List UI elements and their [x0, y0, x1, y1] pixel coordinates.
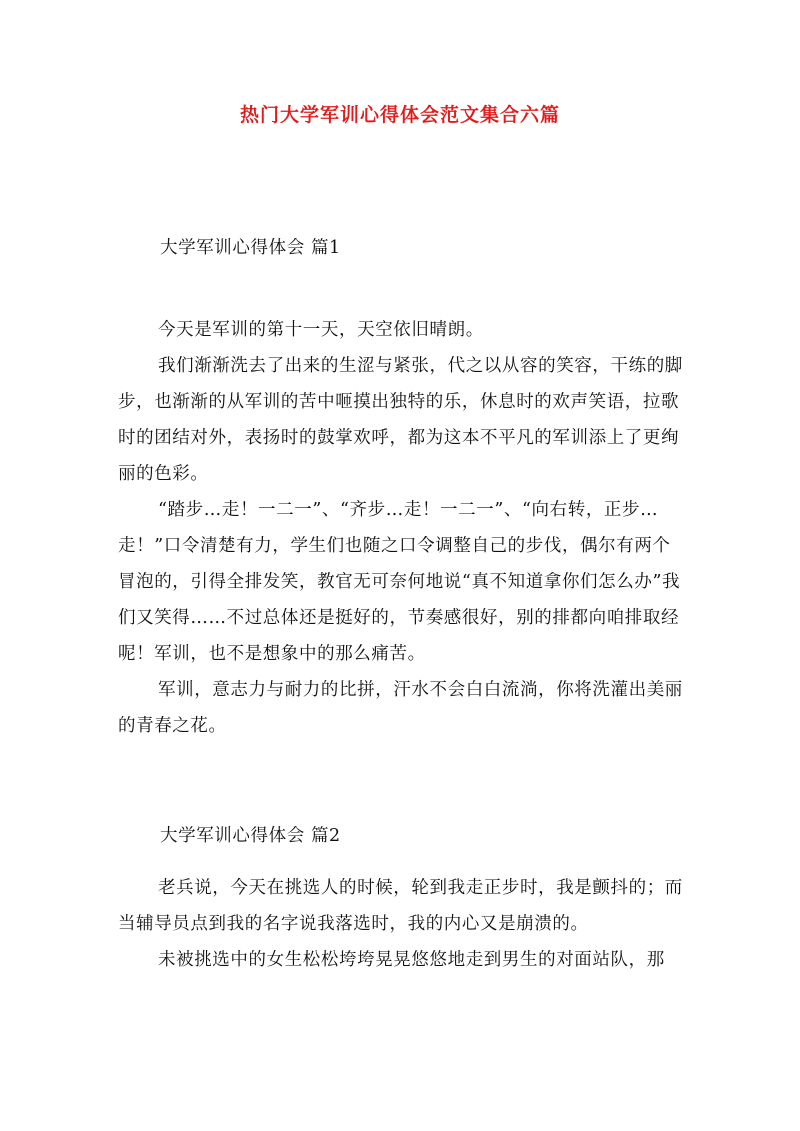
- paragraph: 我们渐渐洗去了出来的生涩与紧张，代之以从容的笑容，干练的脚步，也渐渐的从军训的苦中咂摸出独特的乐，休息时的欢声笑语，拉歌时的团结对外，表扬时的鼓掌欢呼，都为这本不平凡的军训添上了更绚丽的色彩。: [118, 356, 683, 484]
- section-1-body: [118, 312, 684, 744]
- section-2-body: [118, 870, 684, 978]
- section-heading-2: 大学军训心得体会 篇2: [160, 826, 341, 846]
- paragraph: 未被挑选中的女生松松垮垮晃晃悠悠地走到男生的对面站队，那: [158, 950, 665, 970]
- paragraph: 今天是军训的第十一天，天空依旧晴朗。: [158, 320, 484, 340]
- document-title: 热门大学军训心得体会范文集合六篇: [239, 104, 560, 126]
- section-heading-1: 大学军训心得体会 篇1: [160, 238, 341, 258]
- paragraph: 军训，意志力与耐力的比拼，汗水不会白白流淌，你将洗灌出美丽的青春之花。: [118, 680, 683, 736]
- paragraph: “踏步…走！一二一”、“齐步…走！一二一”、“向右转，正步…走！”口令清楚有力，学生们也随之口令调整自己的步伐，偶尔有两个冒泡的，引得全排发笑，教官无可奈何地说“真不知道拿你们怎么办”我们又笑得……不过总体还是挺好的，节奏感很好，别的排都向咱排取经呢！军训，也不是想象中的那么痛苦。: [118, 500, 681, 664]
- paragraph: 老兵说，今天在挑选人的时候，轮到我走正步时，我是颤抖的；而当辅导员点到我的名字说我落选时，我的内心又是崩溃的。: [118, 878, 683, 934]
